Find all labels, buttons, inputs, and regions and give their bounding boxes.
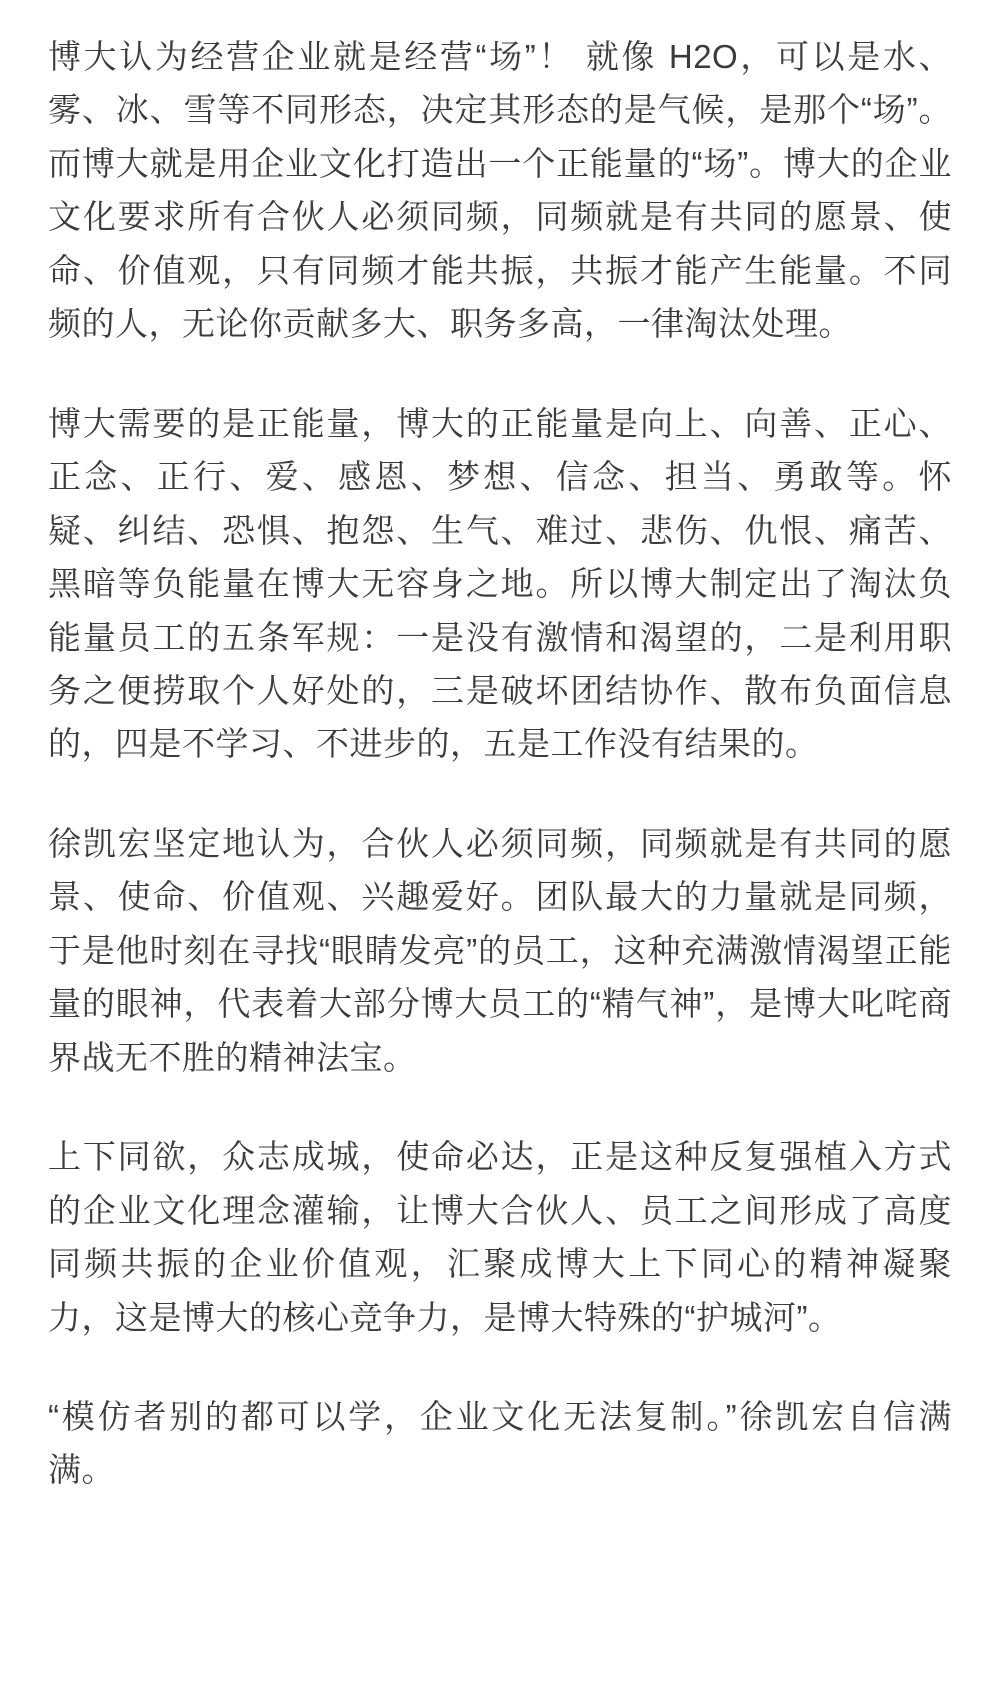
paragraph-5: “模仿者别的都可以学，企业文化无法复制。”徐凯宏自信满满。 [48,1397,952,1489]
paragraph-1: 博大认为经营企业就是经营“场”！ 就像 H2O，可以是水、雾、冰、雪等不同形态，决定其形态的是气候，是那个“场”。而博大就是用企业文化打造出一个正能量的“场”。博大的企业文化要求所有合伙人必须同频，同频就是有共同的愿景、使命、价值观，只有同频才能共振，共振才能产生能量。不同频的人，无论你贡献多大、职务多高，一律淘汰处理。 [48,38,952,343]
article-body [48,30,952,1497]
paragraph-4: 上下同欲，众志成城，使命必达，正是这种反复强植入方式的企业文化理念灌输，让博大合伙人、员工之间形成了高度同频共振的企业价值观，汇聚成博大上下同心的精神凝聚力，这是博大的核心竞争力，是博大特殊的“护城河”。 [48,1138,952,1336]
paragraph-3: 徐凯宏坚定地认为，合伙人必须同频，同频就是有共同的愿景、使命、价值观、兴趣爱好。团队最大的力量就是同频，于是他时刻在寻找“眼睛发亮”的员工，这种充满激情渴望正能量的眼神，代表着大部分博大员工的“精气神”，是博大叱咤商界战无不胜的精神法宝。 [48,824,952,1076]
paragraph-2: 博大需要的是正能量，博大的正能量是向上、向善、正心、正念、正行、爱、感恩、梦想、信念、担当、勇敢等。怀疑、纠结、恐惧、抱怨、生气、难过、悲伤、仇恨、痛苦、黑暗等负能量在博大无容身之地。所以博大制定出了淘汰负能量员工的五条军规：一是没有激情和渴望的，二是利用职务之便捞取个人好处的，三是破坏团结协作、散布负面信息的，四是不学习、不进步的，五是工作没有结果的。 [48,404,952,763]
